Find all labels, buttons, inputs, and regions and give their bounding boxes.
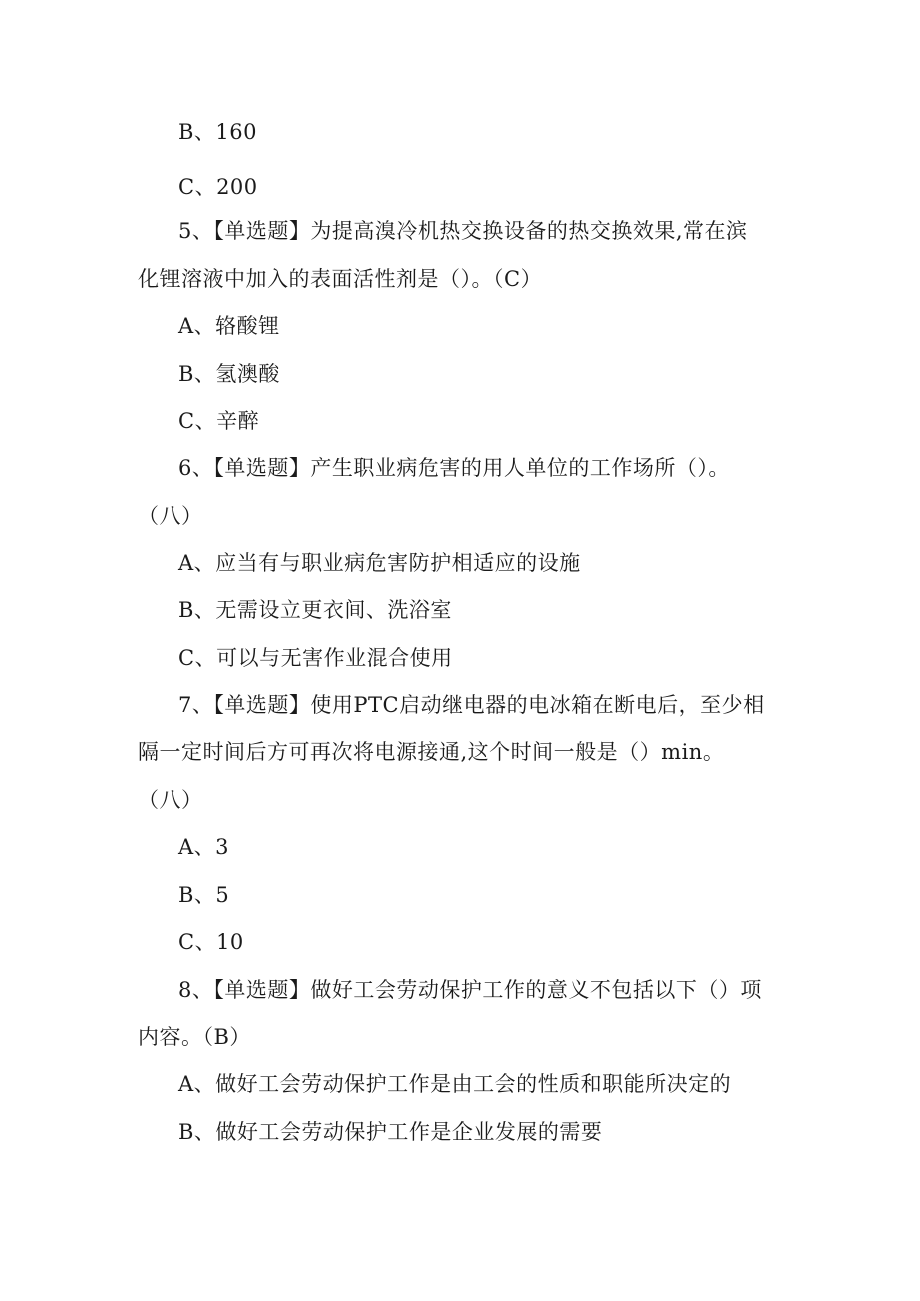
option-q7-a: A、3 xyxy=(178,835,230,859)
option-q6-a: A、应当有与职业病危害防护相适应的设施 xyxy=(178,551,581,575)
option-q8-a: A、做好工会劳动保护工作是由工会的性质和职能所决定的 xyxy=(178,1072,732,1096)
option-q7-c: C、10 xyxy=(178,930,244,954)
option-q8-b: B、做好工会劳动保护工作是企业发展的需要 xyxy=(178,1120,603,1144)
option-q5-c: C、辛醉 xyxy=(178,409,260,433)
question-6-line-1: 6、【单选题】产生职业病危害的用人单位的工作场所（）。 xyxy=(178,456,730,480)
option-q5-b: B、氢澳酸 xyxy=(178,362,280,386)
option-q4-b: B、160 xyxy=(178,120,258,144)
option-q6-c: C、可以与无害作业混合使用 xyxy=(178,646,453,670)
option-q7-b: B、5 xyxy=(178,883,230,907)
question-5-line-2: 化锂溶液中加入的表面活性剂是（）。（C） xyxy=(138,267,543,291)
question-7-line-3: （八） xyxy=(138,788,203,812)
question-8-line-1: 8、【单选题】做好工会劳动保护工作的意义不包括以下（）项 xyxy=(178,978,762,1002)
option-q4-c: C、200 xyxy=(178,175,258,199)
question-7-line-1: 7、【单选题】使用PTC启动继电器的电冰箱在断电后，至少相 xyxy=(178,693,765,717)
question-8-line-2: 内容。（B） xyxy=(138,1025,251,1049)
question-6-line-2: （八） xyxy=(138,504,203,528)
option-q5-a: A、辂酸锂 xyxy=(178,314,280,338)
option-q6-b: B、无需设立更衣间、洗浴室 xyxy=(178,598,452,622)
question-7-line-2: 隔一定时间后方可再次将电源接通,这个时间一般是（）min。 xyxy=(138,740,725,764)
question-5-line-1: 5、【单选题】为提高溴冷机热交换设备的热交换效果,常在滨 xyxy=(178,219,748,243)
